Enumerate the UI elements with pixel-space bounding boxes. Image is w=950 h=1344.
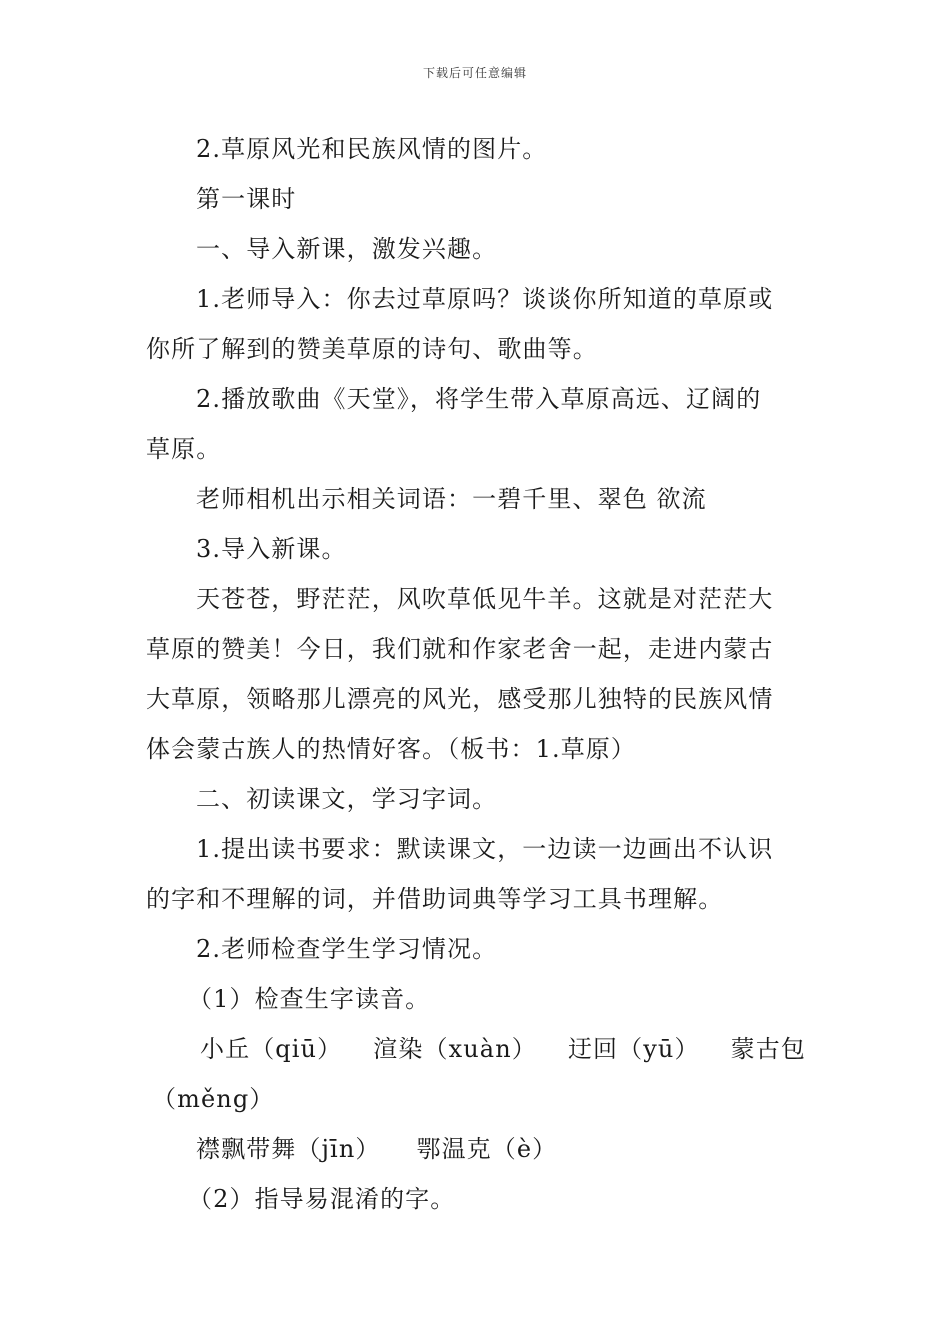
paragraph-line: （1）检查生字读音。 (188, 985, 431, 1013)
pinyin-item: 迂回（yū） (567, 1035, 700, 1063)
paragraph-line: 大草原，领略那儿漂亮的风光，感受那儿独特的民族风情 (146, 685, 774, 713)
pinyin-list-row (146, 1024, 806, 1074)
page-header: 下载后可任意编辑 (422, 66, 527, 80)
paragraph-line: 2.播放歌曲《天堂》，将学生带入草原高远、辽阔的 (196, 385, 762, 413)
paragraph-line: 老师相机出示相关词语：一碧千里、翠色 欲流 (196, 485, 707, 513)
paragraph-line: （2）指导易混淆的字。 (188, 1185, 456, 1213)
paragraph-line: 你所了解到的赞美草原的诗句、歌曲等。 (146, 335, 598, 363)
pinyin-item: 渲染（xuàn） (373, 1035, 537, 1063)
section-heading: 二、初读课文，学习字词。 (196, 785, 498, 813)
pinyin-item: 小丘（qiū） (200, 1035, 343, 1063)
paragraph-line: 1.老师导入：你去过草原吗？谈谈你所知道的草原或 (196, 285, 774, 313)
pinyin-item: 襟飘带舞（jīn） (196, 1135, 381, 1163)
paragraph-line: 草原的赞美！今日，我们就和作家老舍一起，走进内蒙古 (146, 635, 774, 663)
pinyin-item: 鄂温克（è） (416, 1135, 558, 1163)
paragraph-line: 草原。 (146, 435, 222, 463)
paragraph-line: 2.老师检查学生学习情况。 (196, 935, 498, 963)
paragraph-line: 的字和不理解的词，并借助词典等学习工具书理解。 (146, 885, 724, 913)
paragraph-line: 1.提出读书要求：默读课文，一边读一边画出不认识 (196, 835, 774, 863)
pinyin-item: （měng） (152, 1085, 275, 1113)
section-heading: 一、导入新课，激发兴趣。 (196, 235, 498, 263)
document-body (146, 124, 806, 1224)
pinyin-list-row (146, 1124, 806, 1174)
paragraph-line: 3.导入新课。 (196, 535, 347, 563)
section-heading: 第一课时 (196, 185, 297, 213)
paragraph-line: 2.草原风光和民族风情的图片。 (196, 135, 548, 163)
pinyin-item: 蒙古包 (730, 1035, 806, 1063)
paragraph-line: 天苍苍，野茫茫，风吹草低见牛羊。这就是对茫茫大 (196, 585, 774, 613)
paragraph-line: 体会蒙古族人的热情好客。（板书：1.草原） (146, 735, 636, 763)
